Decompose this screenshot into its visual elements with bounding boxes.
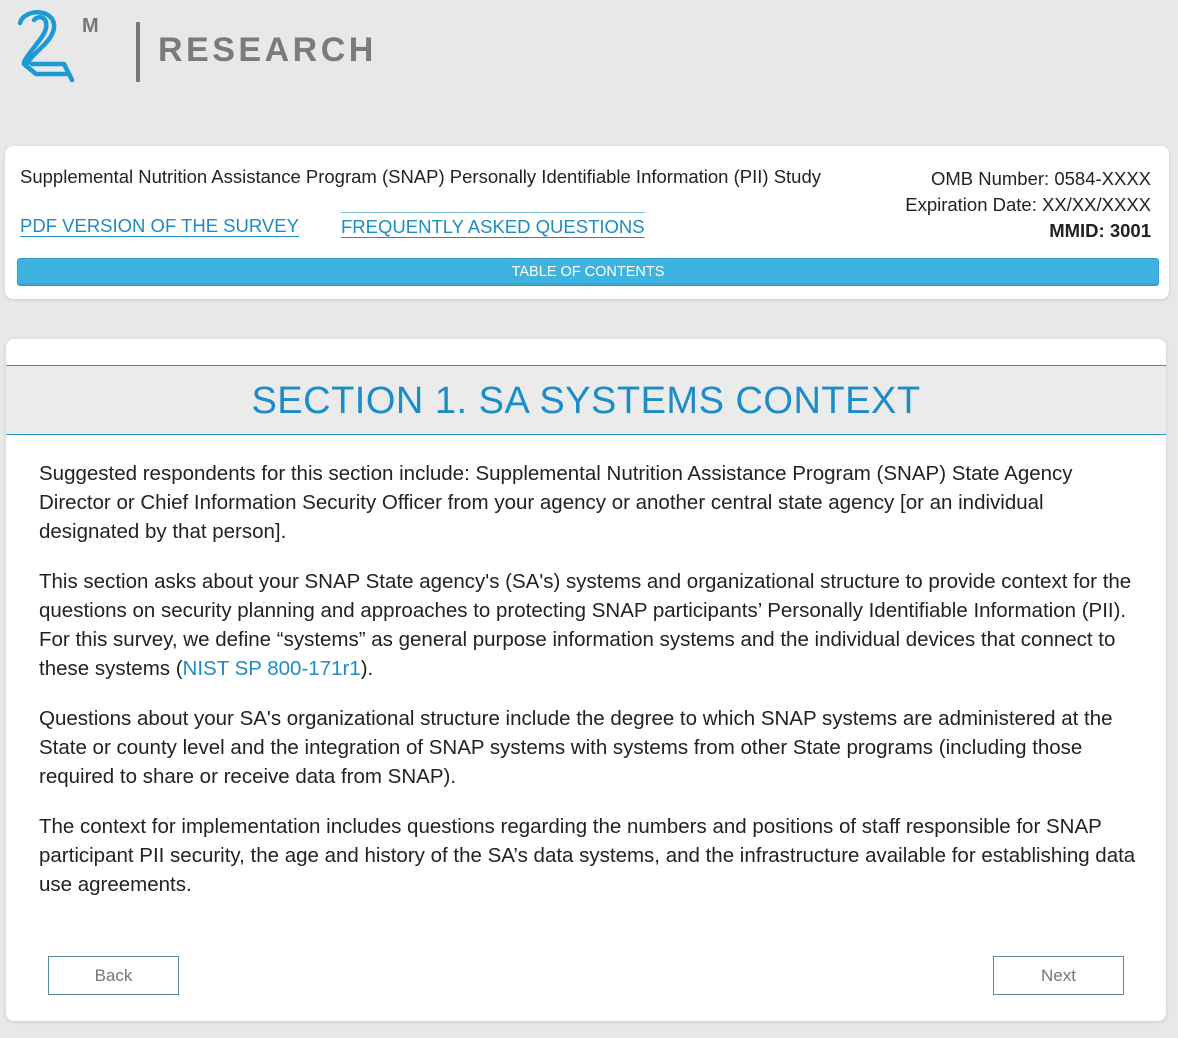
pdf-version-link[interactable]: PDF VERSION OF THE SURVEY	[20, 215, 299, 236]
company-logo	[14, 6, 377, 86]
survey-header	[5, 146, 1169, 299]
paragraph-systems-end: ).	[360, 657, 374, 680]
study-title: Supplemental Nutrition Assistance Program (SNAP) Personally Identifiable Information (PII) Study	[20, 166, 822, 187]
logo-wordmark: RESEARCH	[158, 31, 377, 69]
nist-link[interactable]: NIST SP 800-171r1	[182, 657, 361, 680]
next-button[interactable]: Next	[993, 956, 1124, 995]
omb-number: OMB Number: 0584-XXXX	[930, 168, 1151, 189]
paragraph-implementation: The context for implementation includes questions regarding the numbers and positions of staff responsible for SNAP participant PII security, the age and history of the SA’s data systems, and the infrastructure available for establishing data use agreements.	[39, 815, 1136, 896]
table-of-contents-button[interactable]: TABLE OF CONTENTS	[17, 258, 1159, 286]
section-title: SECTION 1. SA SYSTEMS CONTEXT	[251, 380, 921, 422]
paragraph-systems-text: This section asks about your SNAP State agency's (SA's) systems and organizational structure to provide context for the questions on security planning and approaches to protecting SNAP participants’ Personally Identifiable Information (PII). For this survey, we define “systems” as general purpose information systems and the individual devices that connect to these systems (	[39, 570, 1132, 680]
logo-separator	[136, 22, 140, 82]
section-header	[6, 365, 1166, 435]
faq-link[interactable]: FREQUENTLY ASKED QUESTIONS	[341, 212, 645, 238]
2m-logo-mark-icon	[14, 6, 110, 86]
omb-info	[905, 166, 1151, 244]
mmid: MMID: 3001	[1049, 220, 1151, 241]
expiration-date: Expiration Date: XX/XX/XXXX	[905, 194, 1151, 215]
paragraph-org-structure: Questions about your SA's organizational structure include the degree to which SNAP systems are administered at the State or county level and the integration of SNAP systems with systems from other State programs (including those required to share or receive data from SNAP).	[39, 707, 1113, 788]
logo-superscript: M	[82, 15, 99, 37]
section-card	[6, 339, 1166, 1021]
section-body	[39, 459, 1139, 920]
paragraph-respondents: Suggested respondents for this section include: Supplemental Nutrition Assistance Program (SNAP) State Agency Director or Chief Information Security Officer from your agency or another central state agency [or an individual designated by that person].	[39, 462, 1073, 543]
paragraph-systems	[39, 567, 1139, 683]
back-button[interactable]: Back	[48, 956, 179, 995]
